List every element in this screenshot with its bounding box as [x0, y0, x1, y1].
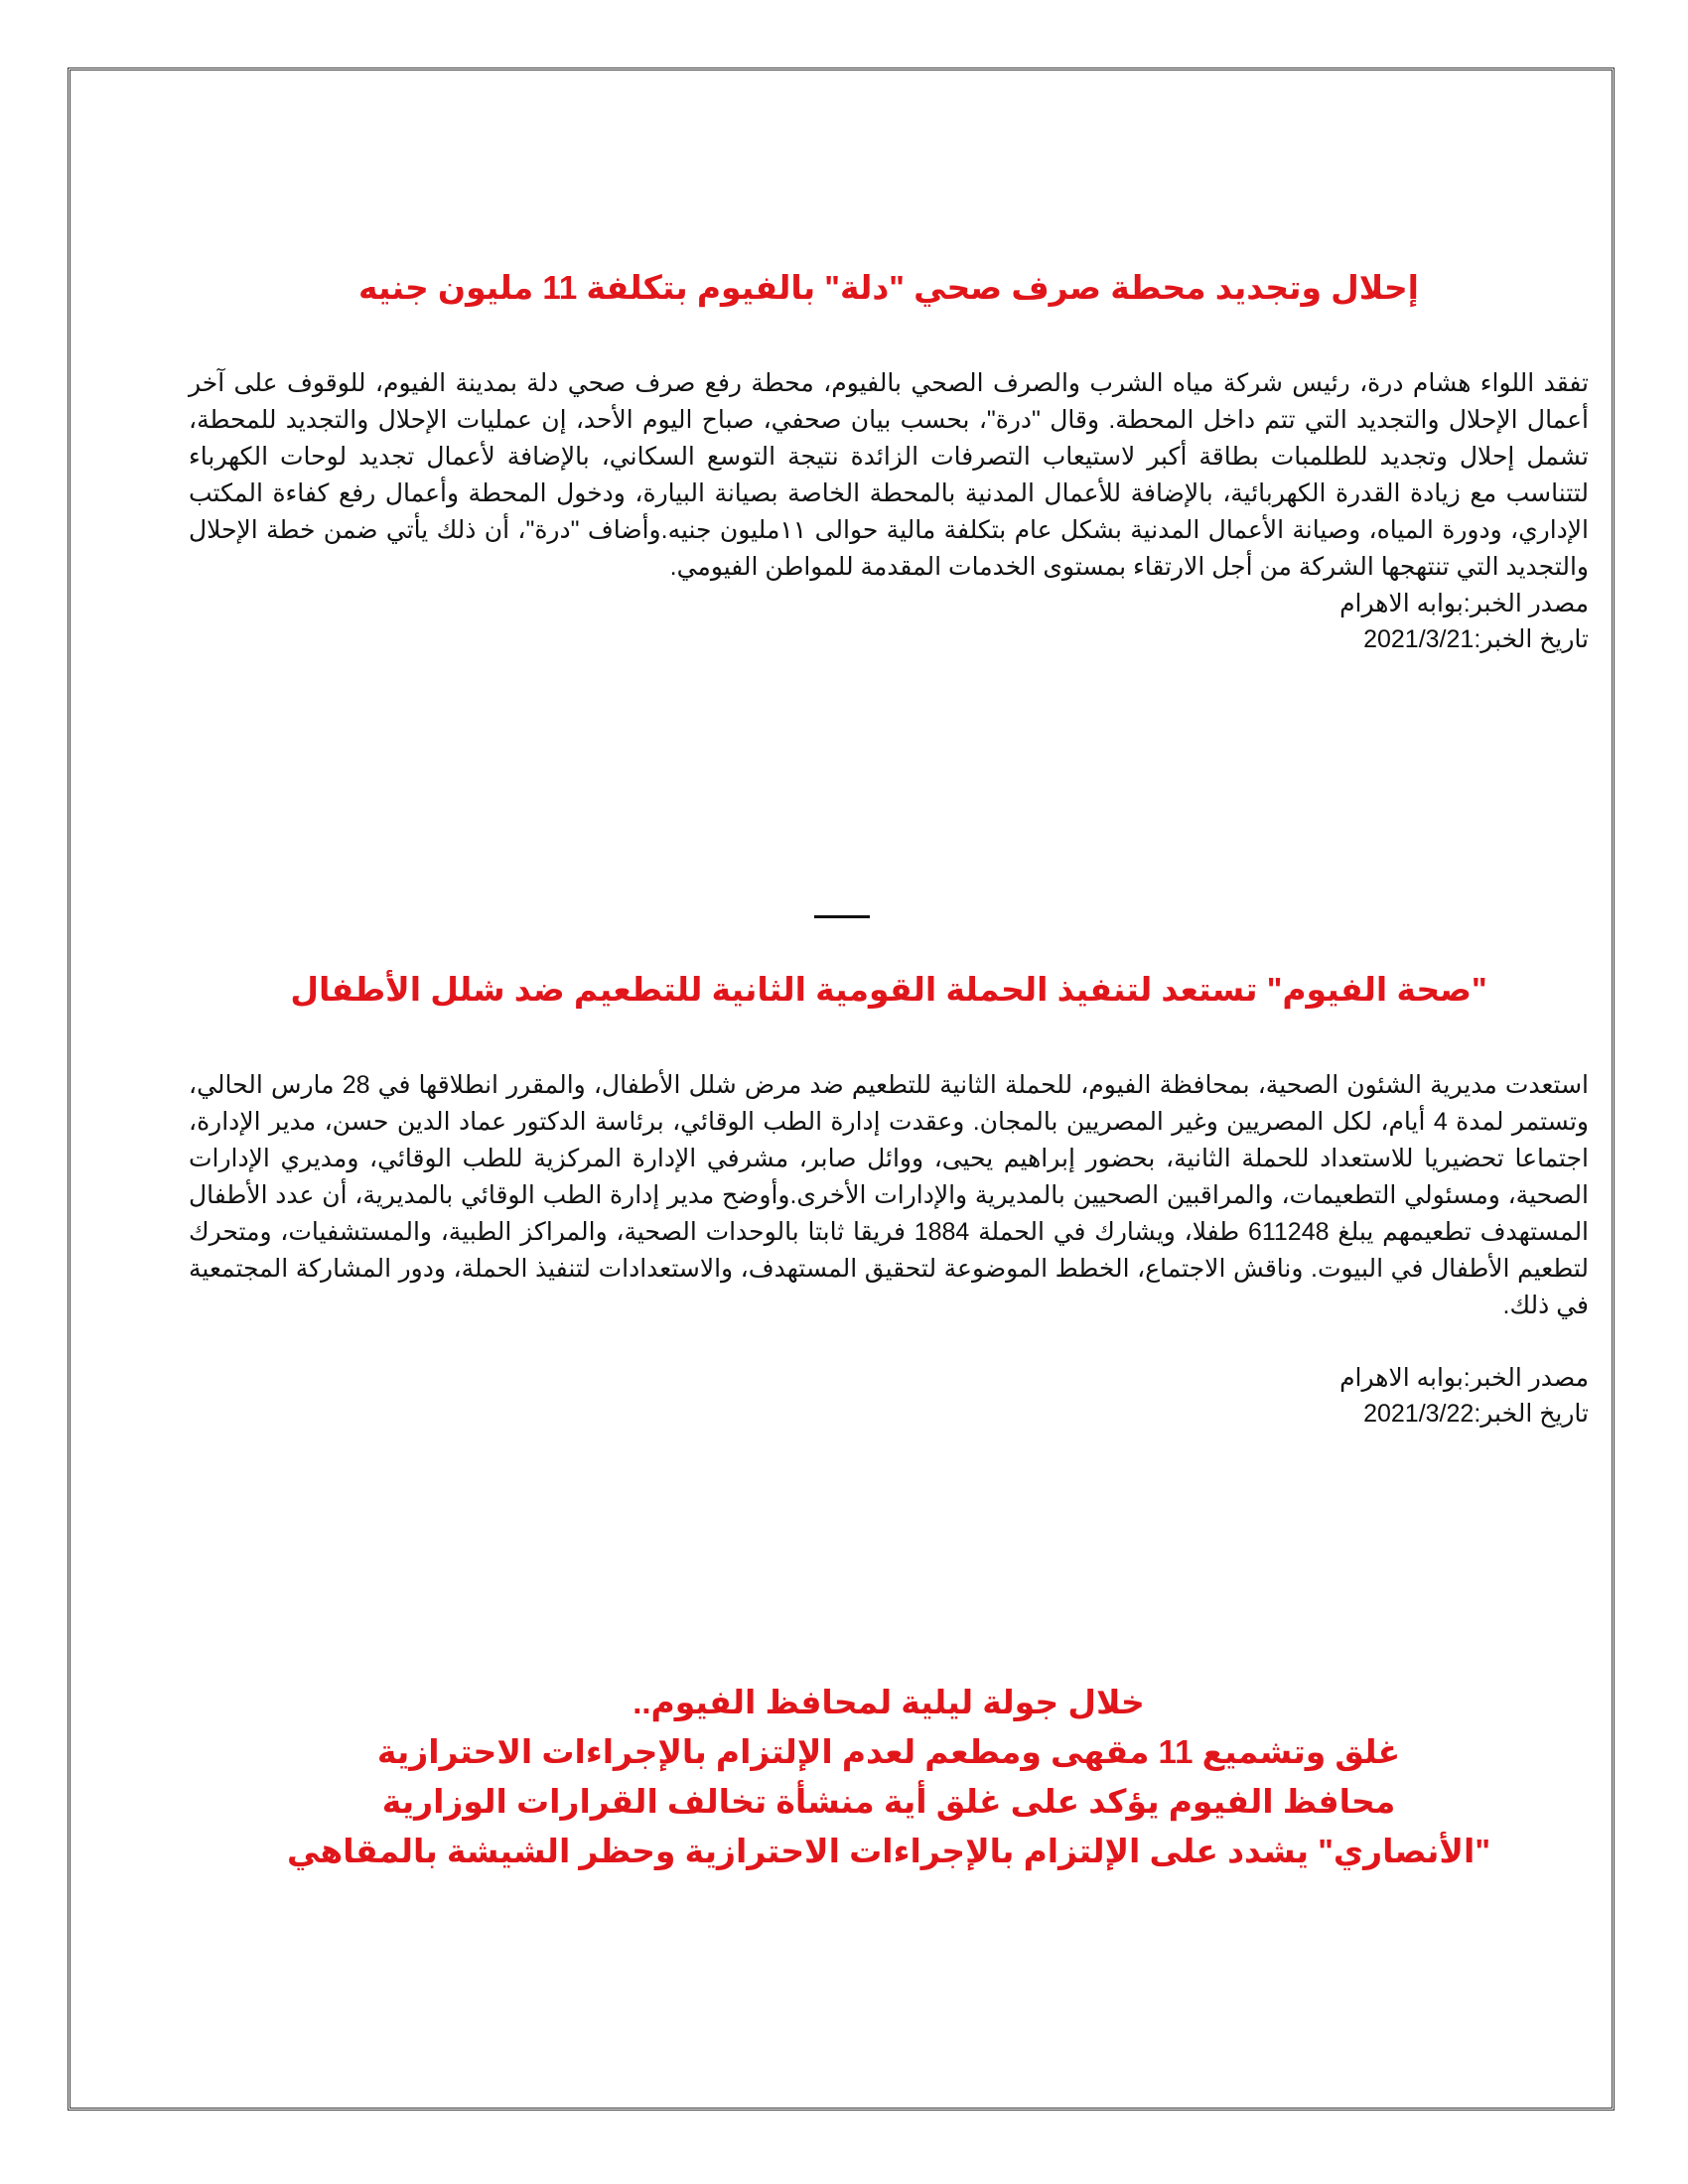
final-headline-2: غلق وتشميع 11 مقهى ومطعم لعدم الإلتزام بالإجراءات الاحترازية [376, 1733, 1401, 1770]
article-2-headline: "صحة الفيوم" تستعد لتنفيذ الحملة القومية الثانية للتطعيم ضد شلل الأطفال [290, 971, 1487, 1008]
article-2-body: استعدت مديرية الشئون الصحية، بمحافظة الفيوم، للحملة الثانية للتطعيم ضد مرض شلل الأطفال، والمقرر انطلاقها في 28 مارس الحالي، وتستمر لمدة 4 أيام، لكل المصريين وغير المصريين بالمجان. وعقدت إدارة الطب الوقائي، برئاسة الدكتور عماد الدين حسن، مدير الإدارة، اجتماعا تحضيريا للاستعداد للحملة الثانية، بحضور إبراهيم يحيى، ووائل صابر، مشرفي الإدارة المركزية للطب الوقائي، ومديري الإدارات الصحية، ومسئولي التطعيمات، والمراقبين الصحيين بالمديرية والإدارات الأخرى.وأوضح مدير إدارة الطب الوقائي بالمديرية، أن عدد الأطفال المستهدف تطعيمهم يبلغ 611248 طفلا، ويشارك في الحملة 1884 فريقا ثابتا بالوحدات الصحية، والمراكز الطبية، والمستشفيات، ومتحرك لتطعيم الأطفال في البيوت. وناقش الاجتماع، الخطط الموضوعة لتحقيق المستهدف، والاستعدادات لتنفيذ الحملة، ودور المشاركة المجتمعية في ذلك. [189, 1071, 1590, 1319]
article-1-source: مصدر الخبر:بوابه الاهرام [1339, 590, 1589, 617]
article-1-body: تفقد اللواء هشام درة، رئيس شركة مياه الشرب والصرف الصحي بالفيوم، محطة رفع صرف صحي دلة بمدينة الفيوم، للوقوف على آخر أعمال الإحلال والتجديد التي تتم داخل المحطة. وقال "درة"، بحسب بيان صحفي، صباح اليوم الأحد، إن عمليات الإحلال والتجديد للمحطة، تشمل إحلال وتجديد للطلمبات بطاقة أكبر لاستيعاب التصرفات الزائدة نتيجة التوسع السكاني، بالإضافة لأعمال تجديد لوحات الكهرباء لتتناسب مع زيادة القدرة الكهربائية، بالإضافة للأعمال المدنية بالمحطة الخاصة بصيانة البيارة، ودخول المحطة وأعمال رفع كفاءة المكتب الإداري، ودورة المياه، وصيانة الأعمال المدنية بشكل عام بتكلفة مالية حوالى ١١مليون جنيه.وأضاف "درة"، أن ذلك يأتي ضمن خطة الإحلال والتجديد التي تنتهجها الشركة من أجل الارتقاء بمستوى الخدمات المقدمة للمواطن الفيومي. [189, 369, 1590, 581]
section-divider [814, 915, 870, 918]
article-2 [189, 968, 1589, 1432]
final-headline-3: محافظ الفيوم يؤكد على غلق أية منشأة تخالف القرارات الوزارية [381, 1783, 1396, 1820]
final-headline-4: "الأنصاري" يشدد على الإلتزام بالإجراءات الاحترازية وحظر الشيشة بالمقاهي [287, 1833, 1490, 1869]
article-1-headline: إحلال وتجديد محطة صرف صحي "دلة" بالفيوم بتكلفة 11 مليون جنيه [358, 269, 1419, 306]
article-1 [189, 266, 1589, 657]
article-1-date: تاريخ الخبر:2021/3/21 [1363, 625, 1589, 653]
final-headline-1: خلال جولة ليلية لمحافظ الفيوم.. [633, 1684, 1145, 1720]
final-headlines-block [189, 1678, 1589, 1876]
article-2-date: تاريخ الخبر:2021/3/22 [1363, 1400, 1589, 1428]
article-2-source: مصدر الخبر:بوابه الاهرام [1339, 1364, 1589, 1392]
